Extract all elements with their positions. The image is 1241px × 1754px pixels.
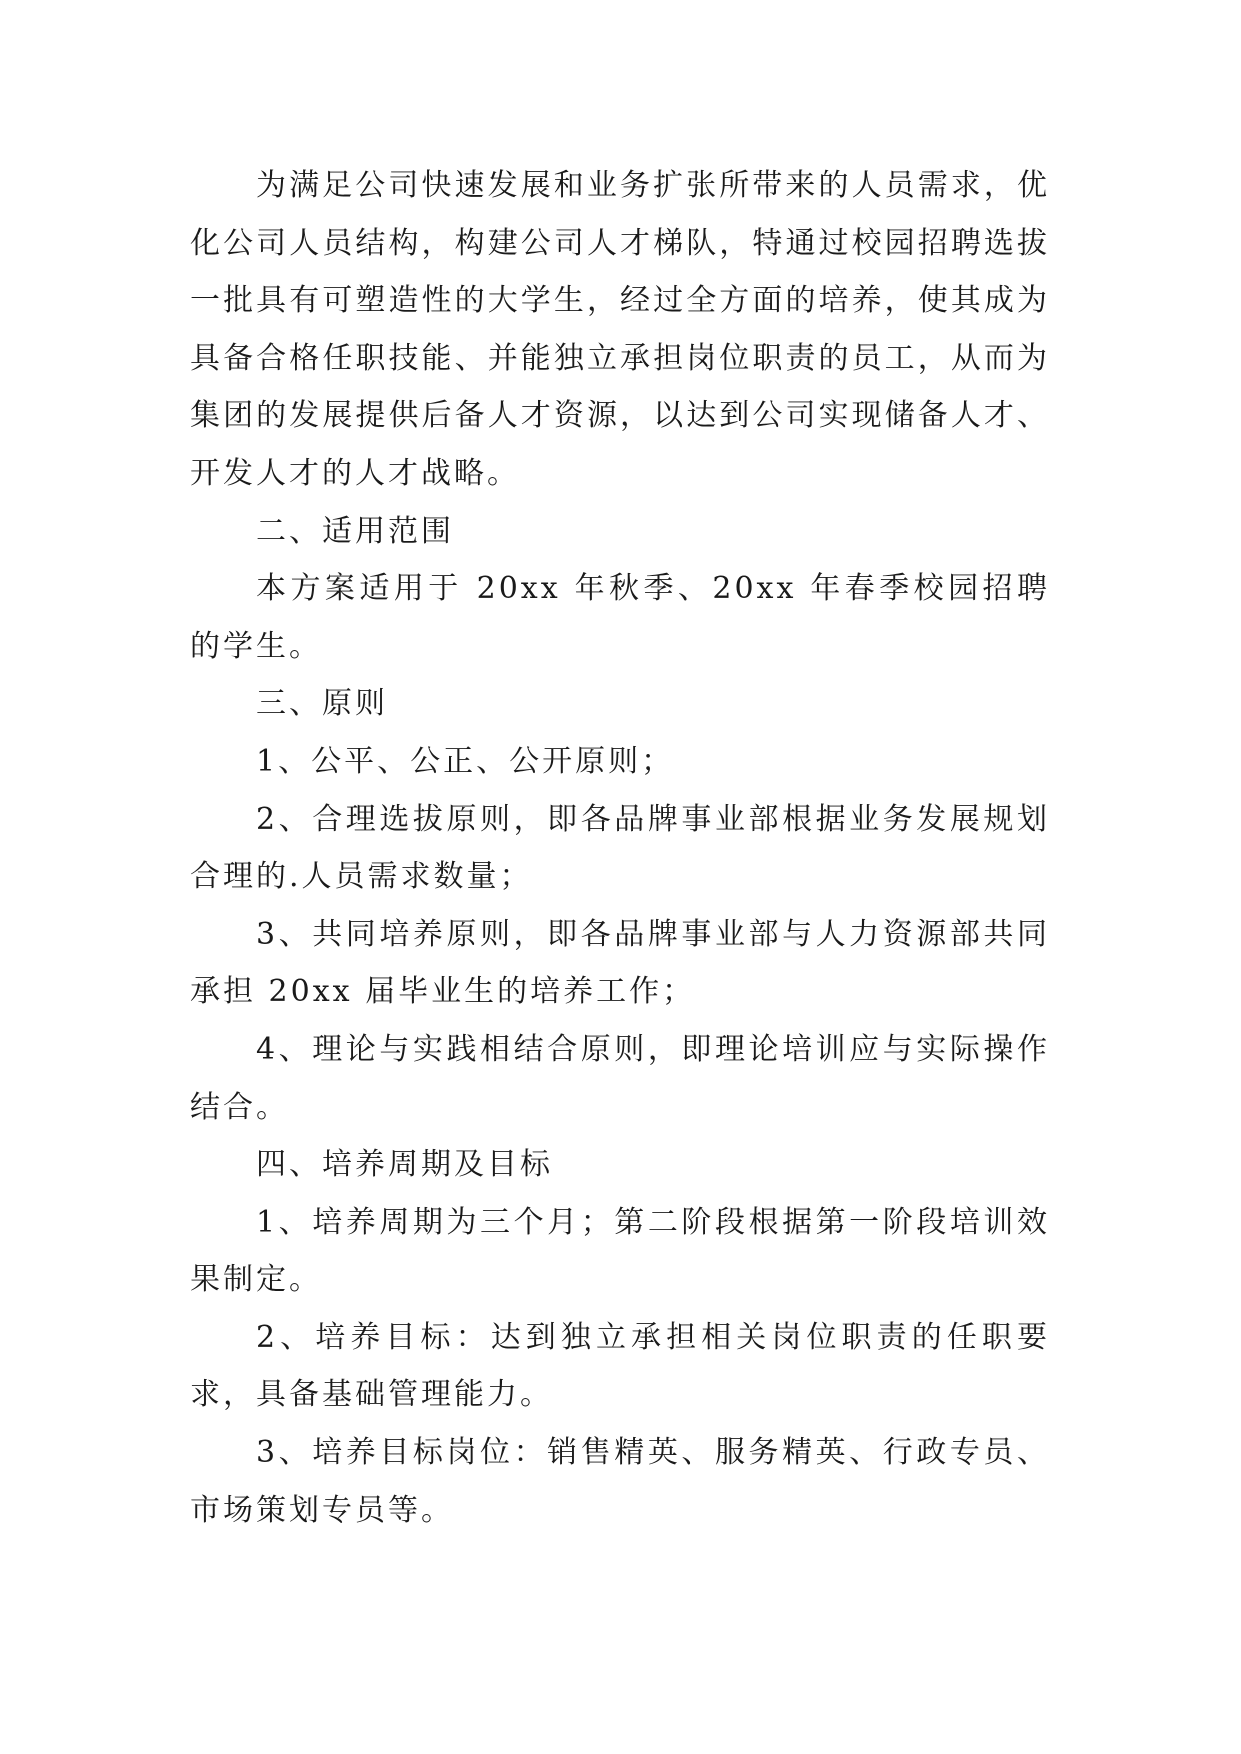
principle-item-1: 1、公平、公正、公开原则； [256, 743, 675, 779]
section-heading-scope: 二、适用范围 [256, 513, 454, 549]
goal-item-1: 1、培养周期为三个月；第二阶段根据第一阶段培训效果制定。 [190, 1204, 1050, 1298]
section-heading-cycle-goals: 四、培养周期及目标 [256, 1147, 553, 1183]
principle-item-2: 2、合理选拔原则，即各品牌事业部根据业务发展规划合理的.人员需求数量； [190, 801, 1050, 895]
goal-item-3: 3、培养目标岗位：销售精英、服务精英、行政专员、市场策划专员等。 [190, 1435, 1050, 1528]
intro-paragraph: 为满足公司快速发展和业务扩张所带来的人员需求，优化公司人员结构，构建公司人才梯队，特通过校园招聘选拔一批具有可塑造性的大学生，经过全方面的培养，使其成为具备合格任职技能、并能独立承担岗位职责的员工，从而为集团的发展提供后备人才资源，以达到公司实现储备人才、开发人才的人才战略。 [190, 168, 1050, 491]
document-body [190, 157, 1050, 1539]
principle-item-3: 3、共同培养原则，即各品牌事业部与人力资源部共同承担 20xx 届毕业生的培养工作； [190, 916, 1050, 1010]
scope-paragraph: 本方案适用于 20xx 年秋季、20xx 年春季校园招聘的学生。 [190, 571, 1050, 664]
goal-item-2: 2、培养目标：达到独立承担相关岗位职责的任职要求，具备基础管理能力。 [190, 1319, 1050, 1413]
section-heading-principles: 三、原则 [256, 686, 388, 722]
principle-item-4: 4、理论与实践相结合原则，即理论培训应与实际操作结合。 [190, 1031, 1050, 1125]
